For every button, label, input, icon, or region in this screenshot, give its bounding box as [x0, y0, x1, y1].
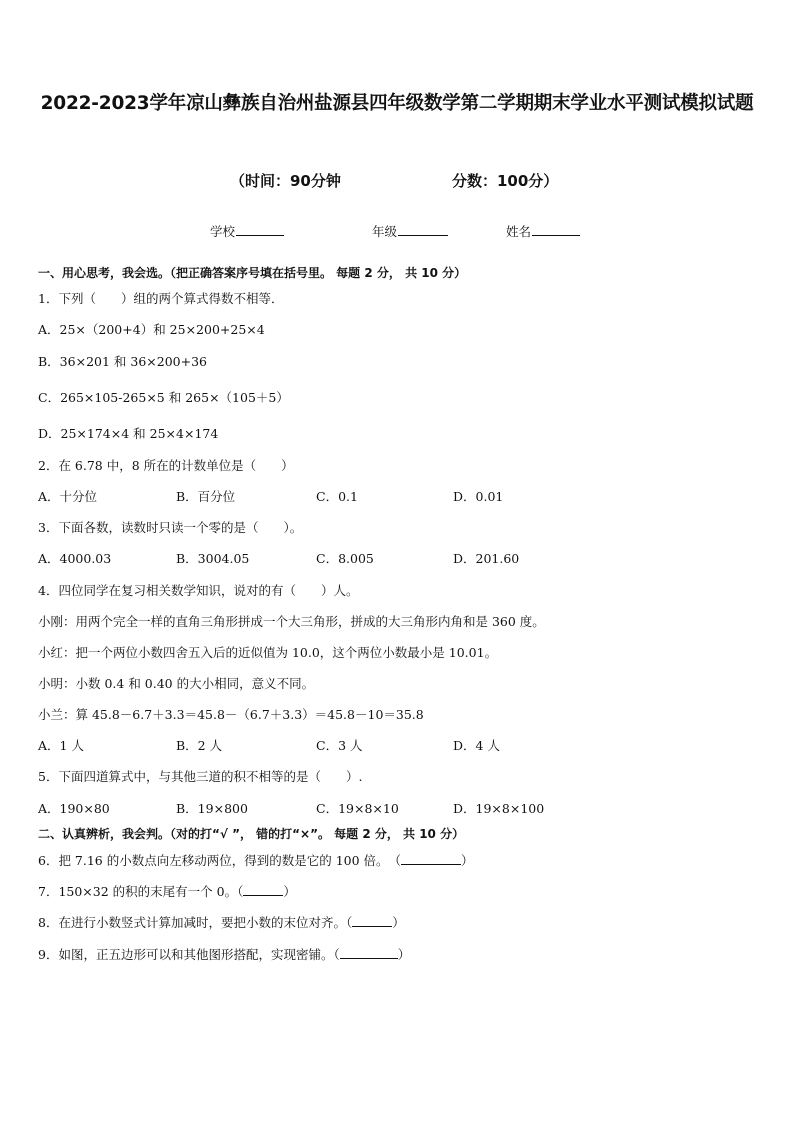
q5-option-b: B．19×800	[176, 801, 248, 816]
q9	[38, 946, 410, 964]
grade-blank	[398, 223, 448, 236]
q4-statement-2: 小红：把一个两位小数四舍五入后的近似值为 10.0，这个两位小数最小是 10.01。	[38, 645, 498, 660]
q1-option-b: B．36×201 和 36×200+36	[38, 354, 207, 369]
q5-option-a: A．190×80	[38, 801, 110, 816]
q9-close: ）	[397, 947, 411, 962]
q5-stem: 5．下面四道算式中，与其他三道的积不相等的是（ ）.	[38, 769, 363, 784]
q2-option-d: D．0.01	[453, 489, 504, 504]
q4-statement-4: 小兰：算 45.8－6.7＋3.3＝45.8－（6.7＋3.3）＝45.8－10＝35.8	[38, 707, 424, 722]
q1-stem: 1．下列（ ）组的两个算式得数不相等．	[38, 291, 284, 306]
exam-time: （时间：90分钟	[230, 172, 341, 190]
exam-score: 分数：100分）	[452, 172, 559, 190]
q5-option-c: C．19×8×10	[316, 801, 399, 816]
q1-option-d: D．25×174×4 和 25×4×174	[38, 426, 219, 441]
q7	[38, 883, 296, 901]
section-1-heading: 一、用心思考，我会选。（把正确答案序号填在括号里。 每题 2 分， 共 10 分）	[38, 266, 467, 280]
q7-text: 7．150×32 的积的末尾有一个 0。（	[38, 884, 244, 899]
q2-option-b: B．百分位	[176, 489, 236, 504]
q2-option-c: C．0.1	[316, 489, 358, 504]
name-label: 姓名	[506, 224, 532, 239]
q8-answer-blank[interactable]	[352, 914, 392, 927]
q8-text: 8．在进行小数竖式计算加减时，要把小数的末位对齐。（	[38, 915, 353, 930]
q4-option-b: B．2 人	[176, 738, 223, 753]
q3-option-d: D．201.60	[453, 551, 520, 566]
q7-close: ）	[283, 884, 296, 899]
school-label: 学校	[210, 224, 236, 239]
q3-option-c: C．8.005	[316, 551, 374, 566]
q6-text: 6．把 7.16 的小数点向左移动两位，得到的数是它的 100 倍。 （	[38, 853, 402, 868]
q4-statement-1: 小刚：用两个完全一样的直角三角形拼成一个大三角形，拼成的大三角形内角和是 360 度。	[38, 614, 545, 629]
q3-stem: 3．下面各数，读数时只读一个零的是（ ）。	[38, 520, 303, 535]
name-field	[506, 222, 580, 240]
school-blank	[236, 223, 284, 236]
q6-answer-blank[interactable]	[401, 852, 461, 865]
q1-option-c: C．265×105-265×5 和 265×（105＋5）	[38, 390, 289, 405]
q6	[38, 852, 474, 870]
name-blank	[532, 223, 580, 236]
q9-answer-blank[interactable]	[340, 946, 398, 959]
q3-option-a: A．4000.03	[38, 551, 112, 566]
q6-close: ）	[461, 853, 474, 868]
q8	[38, 914, 405, 932]
q2-stem: 2．在 6.78 中，8 所在的计数单位是（ ）	[38, 458, 294, 473]
q4-stem: 4．四位同学在复习相关数学知识，说对的有（ ）人。	[38, 583, 359, 598]
school-field	[210, 222, 284, 240]
q9-text: 9．如图，正五边形可以和其他图形搭配，实现密铺。（	[38, 947, 340, 962]
q4-option-c: C．3 人	[316, 738, 363, 753]
q4-option-d: D．4 人	[453, 738, 500, 753]
q8-close: ）	[392, 915, 405, 930]
grade-field	[372, 222, 448, 240]
grade-label: 年级	[372, 224, 398, 239]
q3-option-b: B．3004.05	[176, 551, 250, 566]
q2-option-a: A．十分位	[38, 489, 98, 504]
q7-answer-blank[interactable]	[243, 883, 283, 896]
exam-meta	[230, 170, 590, 194]
q5-option-d: D．19×8×100	[453, 801, 545, 816]
q1-option-a: A．25×（200+4）和 25×200+25×4	[38, 322, 265, 337]
q4-statement-3: 小明：小数 0.4 和 0.40 的大小相同，意义不同。	[38, 676, 315, 691]
section-2-heading: 二、认真辨析，我会判。（对的打“√ ”， 错的打“×”。 每题 2 分， 共 10 分）	[38, 827, 465, 841]
page-title: 2022-2023学年凉山彝族自治州盐源县四年级数学第二学期期末学业水平测试模拟试题	[40, 93, 754, 114]
q4-option-a: A．1 人	[38, 738, 84, 753]
